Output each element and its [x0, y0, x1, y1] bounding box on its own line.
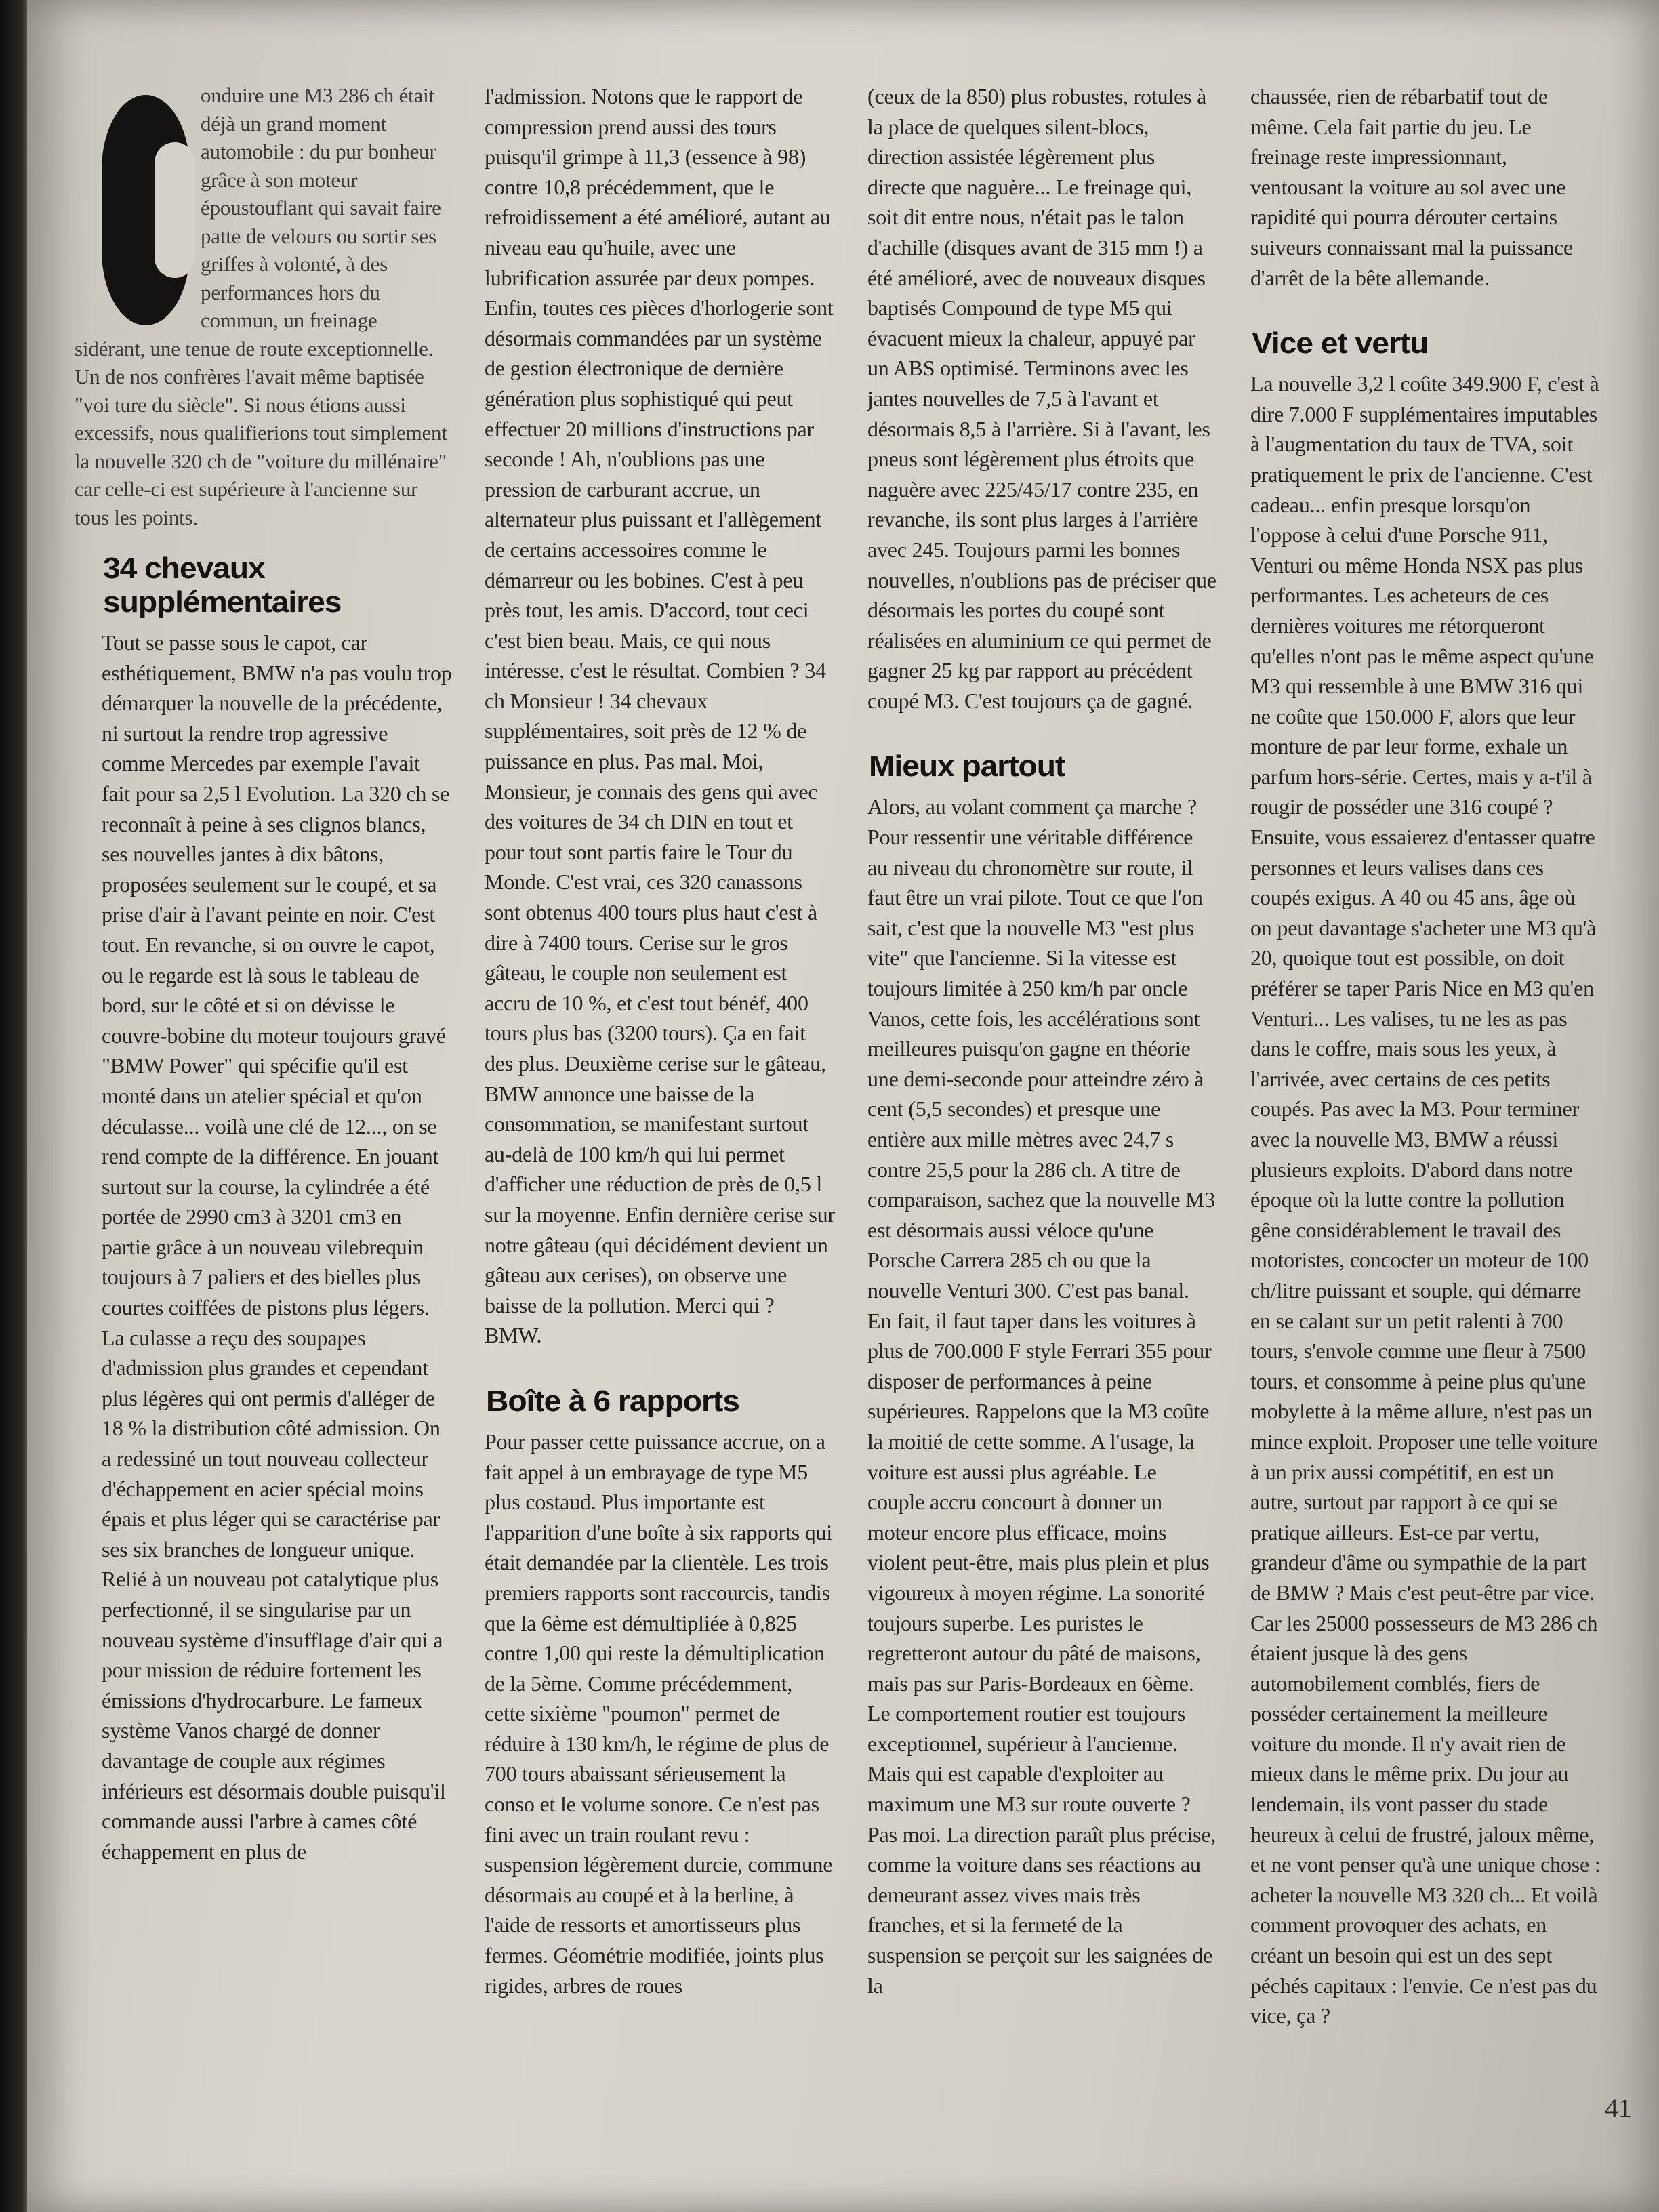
column-1 [75, 81, 457, 2108]
section-heading: Boîte à 6 rapports [486, 1384, 739, 1418]
section-heading: 34 chevaux supplémentaires [103, 552, 342, 619]
column-4-flow [1223, 81, 1606, 2031]
page-number: 41 [1605, 2093, 1632, 2123]
magazine-page [27, 0, 1659, 2212]
body-paragraph: La nouvelle 3,2 l coûte 349.900 F, c'est à dire 7.000 F supplémentaires imputables à l'augmentation du taux de TVA, soit pratiquement le prix de l'ancienne. C'est cadeau... enfin presque lorsqu'on l'oppose à celui d'une Porsche 911, Venturi ou même Honda NSX pas plus performantes. Les acheteurs de ces dernières voitures me rétorqueront qu'elles n'ont pas le même aspect qu'une M3 qui ressemble à une BMW 316 qui ne coûte que 150.000 F, alors que leur monture de par leur forme, exhale un parfum hors-série. Certes, mais y a-t'il à rougir de posséder une 316 coupé ? Ensuite, vous essaierez d'entasser quatre personnes et leurs valises dans ces coupés exigus. A 40 ou 45 ans, âge où on peut davantage s'acheter une M3 qu'à 20, quoique tout est possible, on doit préférer se taper Paris Nice en M3 qu'en Venturi... Les valises, tu ne les as pas dans le coffre, mais sous les yeux, à l'arrivée, avec certains de ces petits coupés. Pas avec la M3. Pour terminer avec la nouvelle M3, BMW a réussi plusieurs exploits. D'abord dans notre époque où la lutte contre la pollution gêne considérablement le travail des motoristes, concocter un moteur de 100 ch/litre puissant et souple, qui démarre en se calant sur un petit ralenti à 700 tours, s'envole comme une fleur à 7500 tours, et consomme à peine plus qu'une mobylette à la même allure, n'est pas un mince exploit. Proposer une telle voiture à un prix aussi compétitif, en est un autre, surtout par rapport à ce qui se pratique ailleurs. Est-ce par vertu, grandeur d'âme ou sympathie de la part de BMW ? Mais c'est peut-être par vice. Car les 25000 possesseurs de M3 286 ch étaient jusque là des gens automobilement comblés, fiers de posséder certainement la meilleure voiture du monde. Il n'y avait rien de mieux dans le même prix. Du jour au lendemain, ils vont passer du stade heureux à celui de frustré, jaloux même, et ne vont penser qu'à une unique chose : acheter la nouvelle M3 320 ch... Et voilà comment provoquer des achats, en créant un besoin qui est un des sept péchés capitaux : l'envie. Ce n'est pas du vice, ça ? [1250, 371, 1601, 2028]
column-2-flow [457, 81, 840, 2001]
lead-text: onduire une M3 286 ch était déjà un grand moment automobile : du pur bonheur grâce à son moteur époustouflant qui savait faire patte de velours ou sortir ses griffes à volonté, à des performances hors du commun, un freinage sidérant, une tenue de route exceptionnelle. Un de nos confrères l'avait même baptisée "voi ture du siècle". Si nous étions aussi excessifs, nous qualifierions tout simplement la nouvelle 320 ch de "voiture du millénaire" car celle-ci est supérieure à l'ancienne sur tous les points. [75, 83, 447, 529]
body-paragraph: Tout se passe sous le capot, car esthétiquement, BMW n'a pas voulu trop démarquer la nouvelle de la précédente, ni surtout la rendre trop agressive comme Mercedes par exemple l'avait fait pour sa 2,5 l Evolution. La 320 ch se reconnaît à peine à ses clignos blancs, ses nouvelles jantes à dix bâtons, proposées seulement sur le coupé, et sa prise d'air à l'avant peinte en noir. C'est tout. En revanche, si on ouvre le capot, ou le regarde est là sous le tableau de bord, sur le côté et si on dévisse le couvre-bobine du moteur toujours gravé "BMW Power" qui spécifie qu'il est monté dans un atelier spécial et qu'on déculasse... voilà une clé de 12..., on se rend compte de la différence. En jouant surtout sur la course, la cylindrée a été portée de 2990 cm3 à 3201 cm3 en partie grâce à un nouveau vilebrequin toujours à 7 paliers et des bielles plus courtes coiffées de pistons plus légers. La culasse a reçu des soupapes d'admission plus grandes et cependant plus légères qui ont permis d'alléger de 18 % la distribution côté admission. On a redessiné un tout nouveau collecteur d'échappement en acier spécial moins épais et plus léger qui se caractérise par ses six branches de longueur unique. Relié à un nouveau pot catalytique plus perfectionné, il se singularise par un nouveau système d'insufflage d'air qui a pour mission de réduire fortement les émissions d'hydrocarbure. Le fameux système Vanos chargé de donner davantage de couple aux régimes inférieurs est désormais double puisqu'il commande aussi l'arbre à cames côté échappement en plus de [102, 630, 452, 1864]
lead-paragraph [75, 81, 457, 531]
body-paragraph: Alors, au volant comment ça marche ? Pour ressentir une véritable différence au niveau du chronomètre sur route, il faut être un vrai pilote. Tout ce que l'on sait, c'est que la nouvelle M3 "est plus vite" que l'ancienne. Si la vitesse est toujours limitée à 250 km/h par oncle Vanos, cette fois, les accélérations sont meilleures puisqu'on gagne en théorie une demi-seconde pour atteindre zéro à cent (5,5 secondes) et presque une entière aux mille mètres avec 24,7 s contre 25,5 pour la 286 ch. A titre de comparaison, sachez que la nouvelle M3 est désormais aussi véloce qu'une Porsche Carrera 285 ch ou que la nouvelle Venturi 300. C'est pas banal. En fait, il faut taper dans les voitures à plus de 700.000 F style Ferrari 355 pour disposer de performances à peine supérieures. Rappelons que la M3 coûte la moitié de cette somme. A l'usage, la voiture est aussi plus agréable. Le couple accru concourt à donner un moteur encore plus efficace, moins violent peut-être, mais plus plein et plus vigoureux à moyen régime. La sonorité toujours superbe. Les puristes le regretteront autour du pâté de maisons, mais pas sur Paris-Bordeaux en 6ème. Le comportement routier est toujours exceptionnel, supérieur à l'ancienne. Mais qui est capable d'exploiter au maximum une M3 sur route ouverte ? Pas moi. La direction paraît plus précise, comme la voiture dans ses réactions au demeurant assez vives mais très franches, et si la fermeté de la suspension se perçoit sur les saignées de la [867, 794, 1216, 1998]
column-4 [1223, 81, 1606, 2108]
section-heading: Mieux partout [869, 750, 1065, 783]
column-3-flow [840, 81, 1223, 2001]
body-paragraph: (ceux de la 850) plus robustes, rotules à la place de quelques silent-blocs, direction assistée légèrement plus directe que naguère... Le freinage qui, soit dit entre nous, n'était pas le talon d'achille (disques avant de 315 mm !) a été amélioré, avec de nouveaux disques baptisés Compound de type M5 qui évacuent mieux la chaleur, appuyé par un ABS optimisé. Terminons avec les jantes nouvelles de 7,5 à l'avant et désormais 8,5 à l'arrière. Si à l'avant, les pneus sont légèrement plus étroits que naguère avec 225/45/17 contre 235, en revanche, ils sont plus larges à l'arrière avec 245. Toujours parmi les bonnes nouvelles, n'oublions pas de préciser que désormais les portes du coupé sont réalisées en aluminium ce qui permet de gagner 25 kg par rapport au précédent coupé M3. C'est toujours ça de gagné. [867, 84, 1216, 713]
column-2 [457, 81, 840, 2108]
drop-cap-c [102, 95, 190, 325]
column-3 [840, 81, 1223, 2108]
section-heading: Vice et vertu [1252, 327, 1429, 361]
body-paragraph: chaussée, rien de rébarbatif tout de même. Cela fait partie du jeu. Le freinage reste impressionnant, ventousant la voiture au sol avec une rapidité qui pourra dérouter certains suiveurs connaissant mal la puissance d'arrêt de la bête allemande. [1250, 84, 1574, 290]
column-1-flow [75, 552, 457, 1866]
article-body [75, 81, 1599, 2108]
body-paragraph: Pour passer cette puissance accrue, on a fait appel à un embrayage de type M5 plus costaud. Plus importante est l'apparition d'une boîte à six rapports qui était demandée par la clientèle. Les trois premiers rapports sont raccourcis, tandis que la 6ème est démultipliée à 0,825 contre 1,00 qui reste la démultiplication de la 5ème. Comme précédemment, cette sixième "poumon" permet de réduire à 130 km/h, le régime de plus de 700 tours abaissant sérieusement la conso et le volume sonore. Ce n'est pas fini avec un train roulant revu : suspension légèrement durcie, commune désormais au coupé et à la berline, à l'aide de ressorts et amortisseurs plus fermes. Géométrie modifiée, joints plus rigides, arbres de roues [485, 1429, 833, 1998]
body-paragraph: l'admission. Notons que le rapport de compression prend aussi des tours puisqu'il grimpe à 11,3 (essence à 98) contre 10,8 précédemment, que le refroidissement a été amélioré, autant au niveau eau qu'huile, avec une lubrification assurée par deux pompes. Enfin, toutes ces pièces d'horlogerie sont désormais commandées par un système de gestion électronique de dernière génération plus sophistiqué qui peut effectuer 20 millions d'instructions par seconde ! Ah, n'oublions pas une pression de carburant accrue, un alternateur plus puissant et l'allègement de certains accessoires comme le démarreur ou les bobines. C'est à peu près tout, les amis. D'accord, tout ceci c'est bien beau. Mais, ce qui nous intéresse, c'est le résultat. Combien ? 34 ch Monsieur ! 34 chevaux supplémentaires, soit près de 12 % de puissance en plus. Pas mal. Moi, Monsieur, je connais des gens qui avec des voitures de 34 ch DIN en tout et pour tout sont partis faire le Tour du Monde. C'est vrai, ces 320 canassons sont obtenus 400 tours plus haut c'est à dire à 7400 tours. Cerise sur le gros gâteau, le couple non seulement est accru de 10 %, et c'est tout bénéf, 400 tours plus bas (3200 tours). Ça en fait des plus. Deuxième cerise sur le gâteau, BMW annonce une baisse de la consommation, se manifestant surtout au-delà de 100 km/h qui lui permet d'afficher une réduction de près de 0,5 l sur la moyenne. Enfin dernière cerise sur notre gâteau (qui décidément devient un gâteau aux cerises), on observe une baisse de la pollution. Merci qui ? BMW. [485, 84, 835, 1348]
